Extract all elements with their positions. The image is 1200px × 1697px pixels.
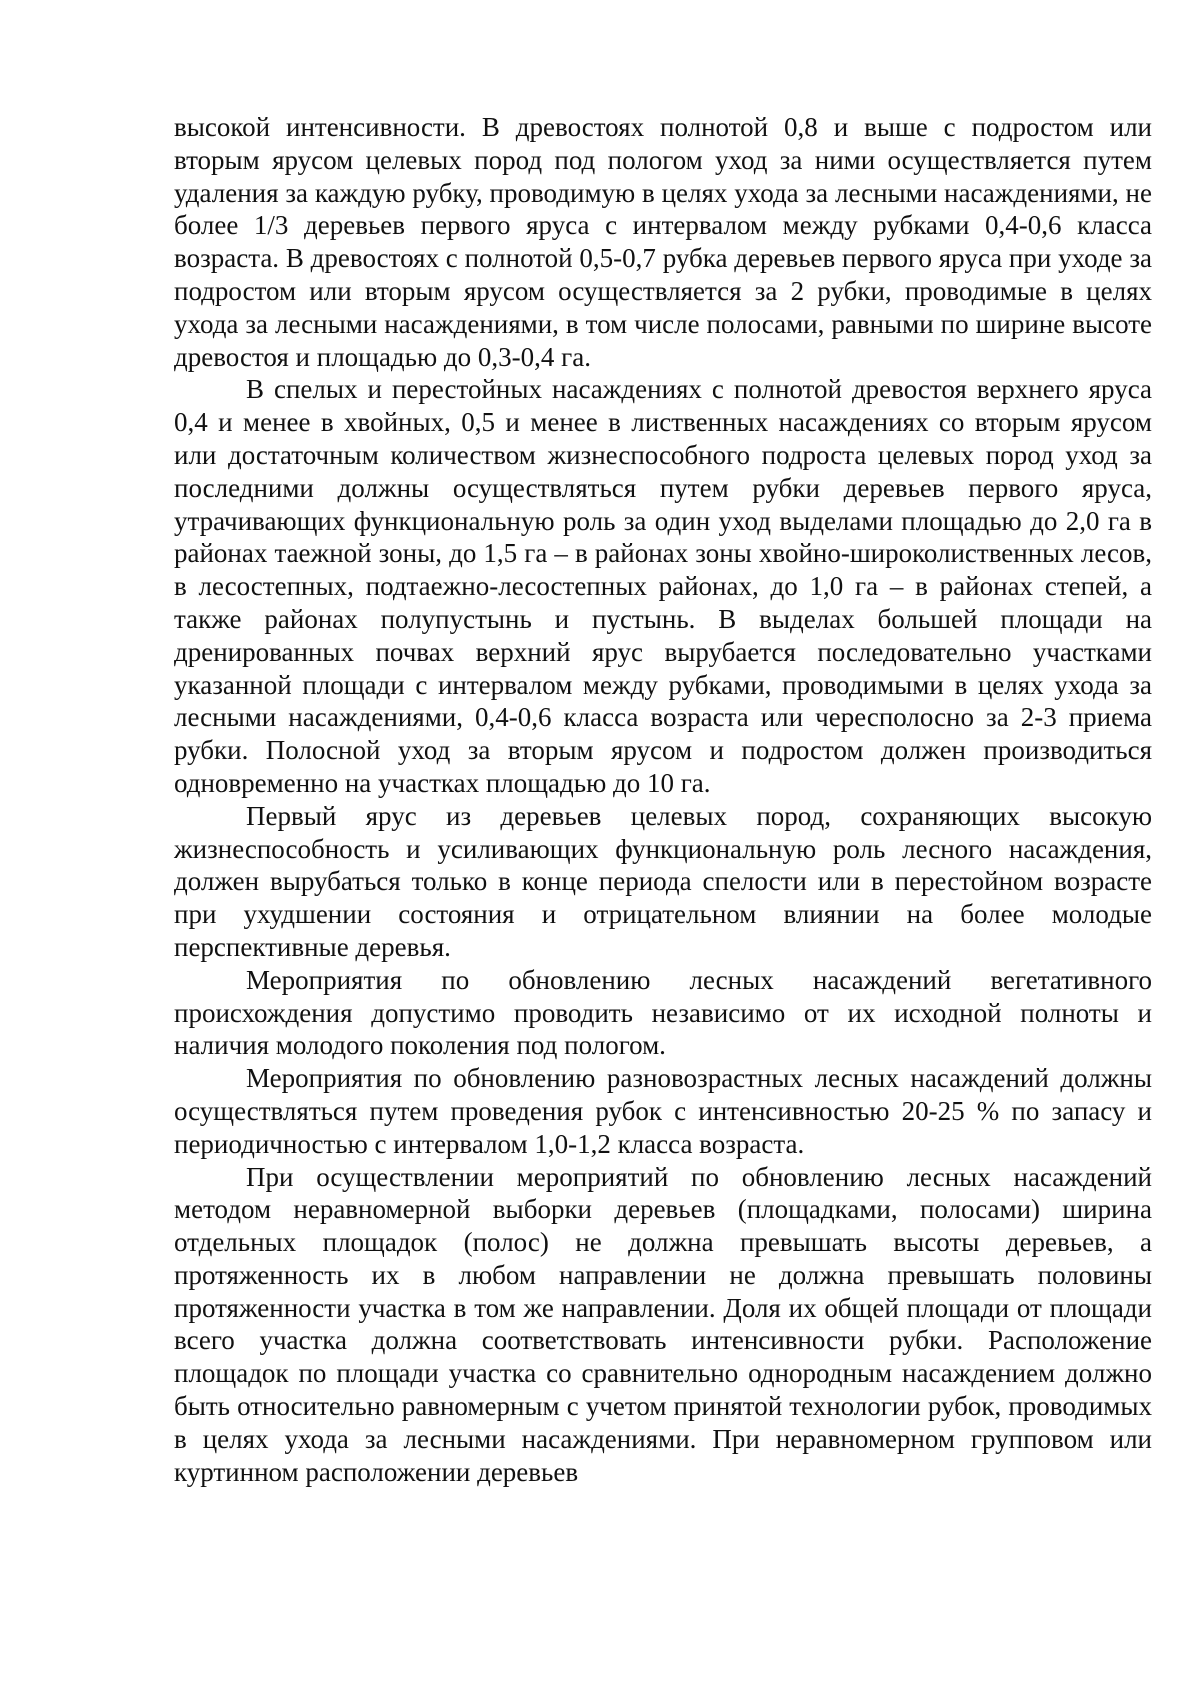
paragraph-first-tier: Первый ярус из деревьев целевых пород, сохраняющих высокую жизнеспособность и усиливающих функциональную роль лесного насаждения, должен вырубаться только в конце периода спелости или в перестойном возрасте при ухудшении состояния и отрицательном влиянии на более молодые перспективные деревья. — [174, 800, 1152, 962]
paragraph-continuation: высокой интенсивности. В древостоях полнотой 0,8 и выше с подростом или вторым ярусом целевых пород под пологом уход за ними осуществляется путем удаления за каждую рубку, проводимую в целях ухода за лесными насаждениями, не более 1/3 деревьев первого яруса с интервалом между рубками 0,4-0,6 класса возраста. В древостоях с полнотой 0,5-0,7 рубка деревьев первого яруса при уходе за подростом или вторым ярусом осуществляется за 2 рубки, проводимые в целях ухода за лесными насаждениями, в том числе полосами, равными по ширине высоте древостоя и площадью до 0,3-0,4 га. — [174, 112, 1152, 372]
paragraph-uneven-selection: При осуществлении мероприятий по обновлению лесных насаждений методом неравномерной выборки деревьев (площадками, полосами) ширина отдельных площадок (полос) не должна превышать высоты деревьев, а протяженность их в любом направлении не должна превышать половины протяженности участка в том же направлении. Доля их общей площади от площади всего участка должна соответствовать интенсивности рубки. Расположение площадок по площади участка со сравнительно однородным насаждением должно быть относительно равномерным с учетом принятой технологии рубок, проводимых в целях ухода за лесными насаждениями. При неравномерном групповом или куртинном расположении деревьев — [174, 1161, 1152, 1487]
paragraph-uneven-aged: Мероприятия по обновлению разновозрастных лесных насаждений должны осуществляться путем проведения рубок с интенсивностью 20-25 % по запасу и периодичностью с интервалом 1,0-1,2 класса возраста. — [174, 1063, 1152, 1159]
document-page — [174, 111, 1152, 1488]
paragraph-vegetative-origin: Мероприятия по обновлению лесных насаждений вегетативного происхождения допустимо проводить независимо от их исходной полноты и наличия молодого поколения под пологом. — [174, 964, 1152, 1061]
paragraph-mature-stands: В спелых и перестойных насаждениях с полнотой древостоя верхнего яруса 0,4 и менее в хвойных, 0,5 и менее в лиственных насаждениях со вторым ярусом или достаточным количеством жизнеспособного подроста целевых пород уход за последними должны осуществляться путем рубки деревьев первого яруса, утрачивающих функциональную роль за один уход выделами площадью до 2,0 га в районах таежной зоны, до 1,5 га – в районах зоны хвойно-широколиственных лесов, в лесостепных, подтаежно-лесостепных районах, до 1,0 га – в районах степей, а также районах полупустынь и пустынь. В выделах большей площади на дренированных почвах верхний ярус вырубается последовательно участками указанной площади с интервалом между рубками, проводимыми в целях ухода за лесными насаждениями, 0,4-0,6 класса возраста или чересполосно за 2-3 приема рубки. Полосной уход за вторым ярусом и подростом должен производиться одновременно на участках площадью до 10 га. — [174, 374, 1152, 798]
